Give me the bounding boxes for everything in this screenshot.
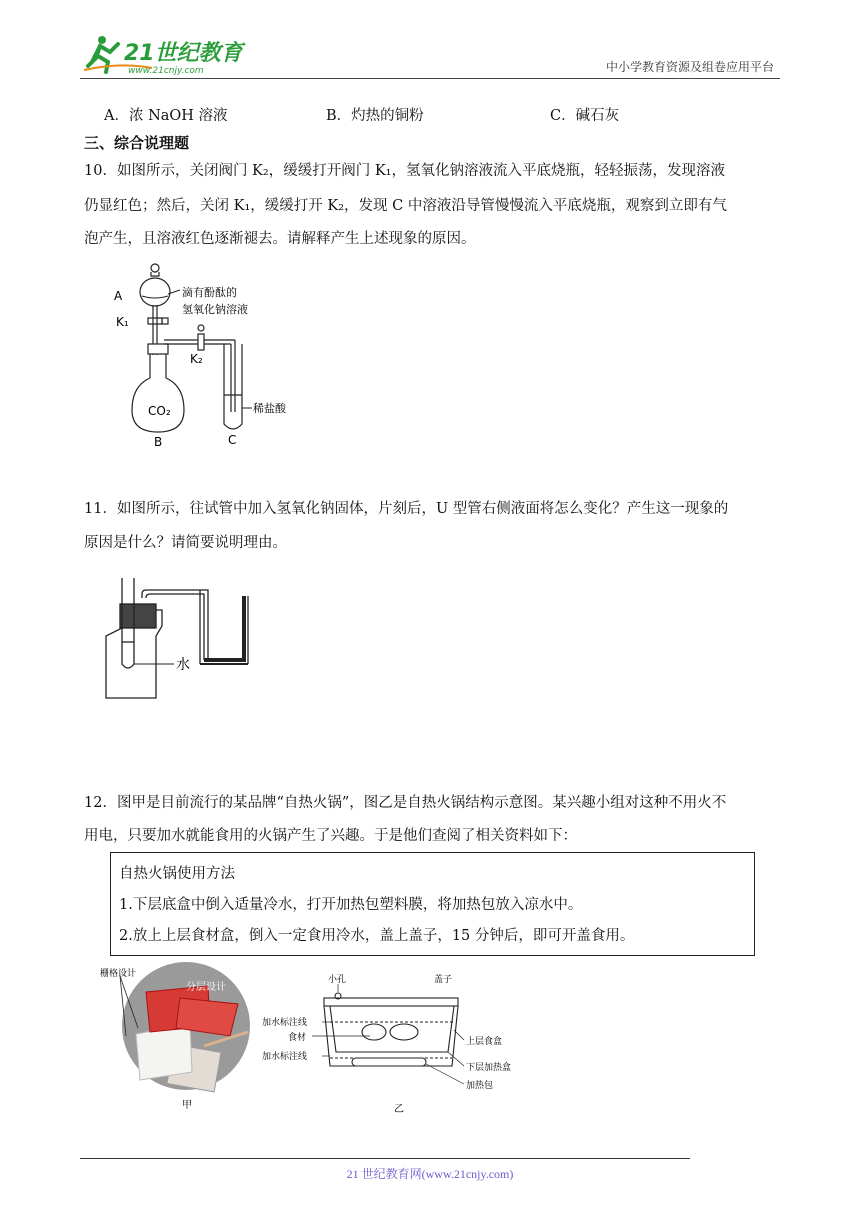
label-lid: 盖子	[434, 975, 453, 985]
box-title: 自热火锅使用方法	[119, 866, 235, 882]
box-step1: 1.下层底盒中倒入适量冷水，打开加热包塑料膜，将加热包放入凉水中。	[119, 897, 583, 913]
option-a: A．浓 NaOH 溶液	[104, 108, 228, 124]
upper-food-box	[330, 1006, 454, 1052]
q12-line1: 12．图甲是目前流行的某品牌“自热火锅”，图乙是自热火锅结构示意图。某兴趣小组对这种不用火不	[84, 795, 727, 811]
food-2	[390, 1024, 418, 1040]
q12-line2: 用电，只要加水就能食用的火锅产生了兴趣。于是他们查阅了相关资料如下：	[84, 828, 577, 844]
section-title: 三、综合说理题	[84, 134, 190, 152]
lid	[324, 998, 458, 1006]
label-a: A	[114, 289, 123, 303]
label-layer-design: 分层设计	[186, 982, 226, 993]
q10-line1: 10．如图所示，关闭阀门 K₂，缓缓打开阀门 K₁，氢氧化钠溶液流入平底烧瓶，轻轻振荡，发现溶液	[84, 163, 725, 179]
usage-instructions-box	[110, 852, 755, 956]
rubber-stopper	[120, 604, 156, 628]
logo-text: 21世纪教育	[124, 41, 243, 66]
flat-bottom-flask	[132, 344, 184, 432]
option-b: B．灼热的铜粉	[326, 108, 424, 124]
label-grid-design: 栅格设计	[100, 969, 137, 979]
label-dilute-hcl: 稀盐酸	[253, 402, 286, 415]
label-heat-pack: 加热包	[466, 1081, 494, 1091]
food-1	[362, 1024, 386, 1040]
separatory-funnel	[140, 264, 170, 355]
header-platform-text: 中小学教育资源及组卷应用平台	[605, 60, 774, 74]
label-water-line-2: 加水标注线	[262, 1052, 308, 1062]
label-water-line-1: 加水标注线	[262, 1018, 308, 1028]
label-naoh-solution: 氢氧化钠溶液	[182, 303, 248, 316]
label-food: 食材	[288, 1033, 307, 1043]
footer-link[interactable]: 21 世纪教育网(www.21cnjy.com)	[346, 1167, 514, 1181]
label-lower-box: 下层加热盒	[466, 1063, 512, 1073]
q11-line2: 原因是什么？请简要说明理由。	[84, 535, 287, 551]
label-c: C	[228, 433, 237, 447]
test-tube	[224, 344, 242, 429]
option-c: C．碱石灰	[550, 108, 620, 124]
logo-url: www.21cnjy.com	[128, 66, 204, 76]
q10-line3: 泡产生，且溶液红色逐渐褪去。请解释产生上述现象的原因。	[84, 231, 476, 247]
q10-line2: 仍显红色；然后，关闭 K₁，缓缓打开 K₂，发现 C 中溶液沿导管慢慢流入平底烧瓶，观察到立即有气	[84, 198, 727, 214]
label-co2: CO₂	[148, 404, 171, 418]
label-upper-box: 上层食盒	[466, 1037, 503, 1047]
heat-pack	[352, 1058, 426, 1066]
fig-jia-photo	[100, 962, 260, 1112]
footer-divider	[80, 1158, 690, 1159]
label-b: B	[154, 435, 163, 449]
box-step2: 2.放上上层食材盒，倒入一定食用冷水，盖上盖子，15 分钟后，即可开盖食用。	[119, 928, 635, 944]
u-tube	[204, 596, 244, 660]
site-logo	[82, 32, 282, 76]
q11-u-tube-figure	[104, 574, 254, 704]
q10-apparatus-figure	[110, 260, 310, 450]
fig-yi-structure-diagram	[262, 970, 524, 1116]
caption-yi: 乙	[394, 1104, 404, 1115]
label-k1: K₁	[116, 315, 129, 329]
q11-line1: 11．如图所示，往试管中加入氢氧化钠固体，片刻后，U 型管右侧液面将怎么变化？产生这一现象的	[84, 501, 729, 517]
label-k2: K₂	[190, 352, 203, 366]
header-divider	[80, 78, 780, 79]
label-water: 水	[176, 657, 190, 673]
caption-jia: 甲	[182, 1100, 192, 1111]
label-phenolphthalein: 滴有酚酞的	[182, 286, 237, 299]
label-hole: 小孔	[328, 975, 347, 985]
